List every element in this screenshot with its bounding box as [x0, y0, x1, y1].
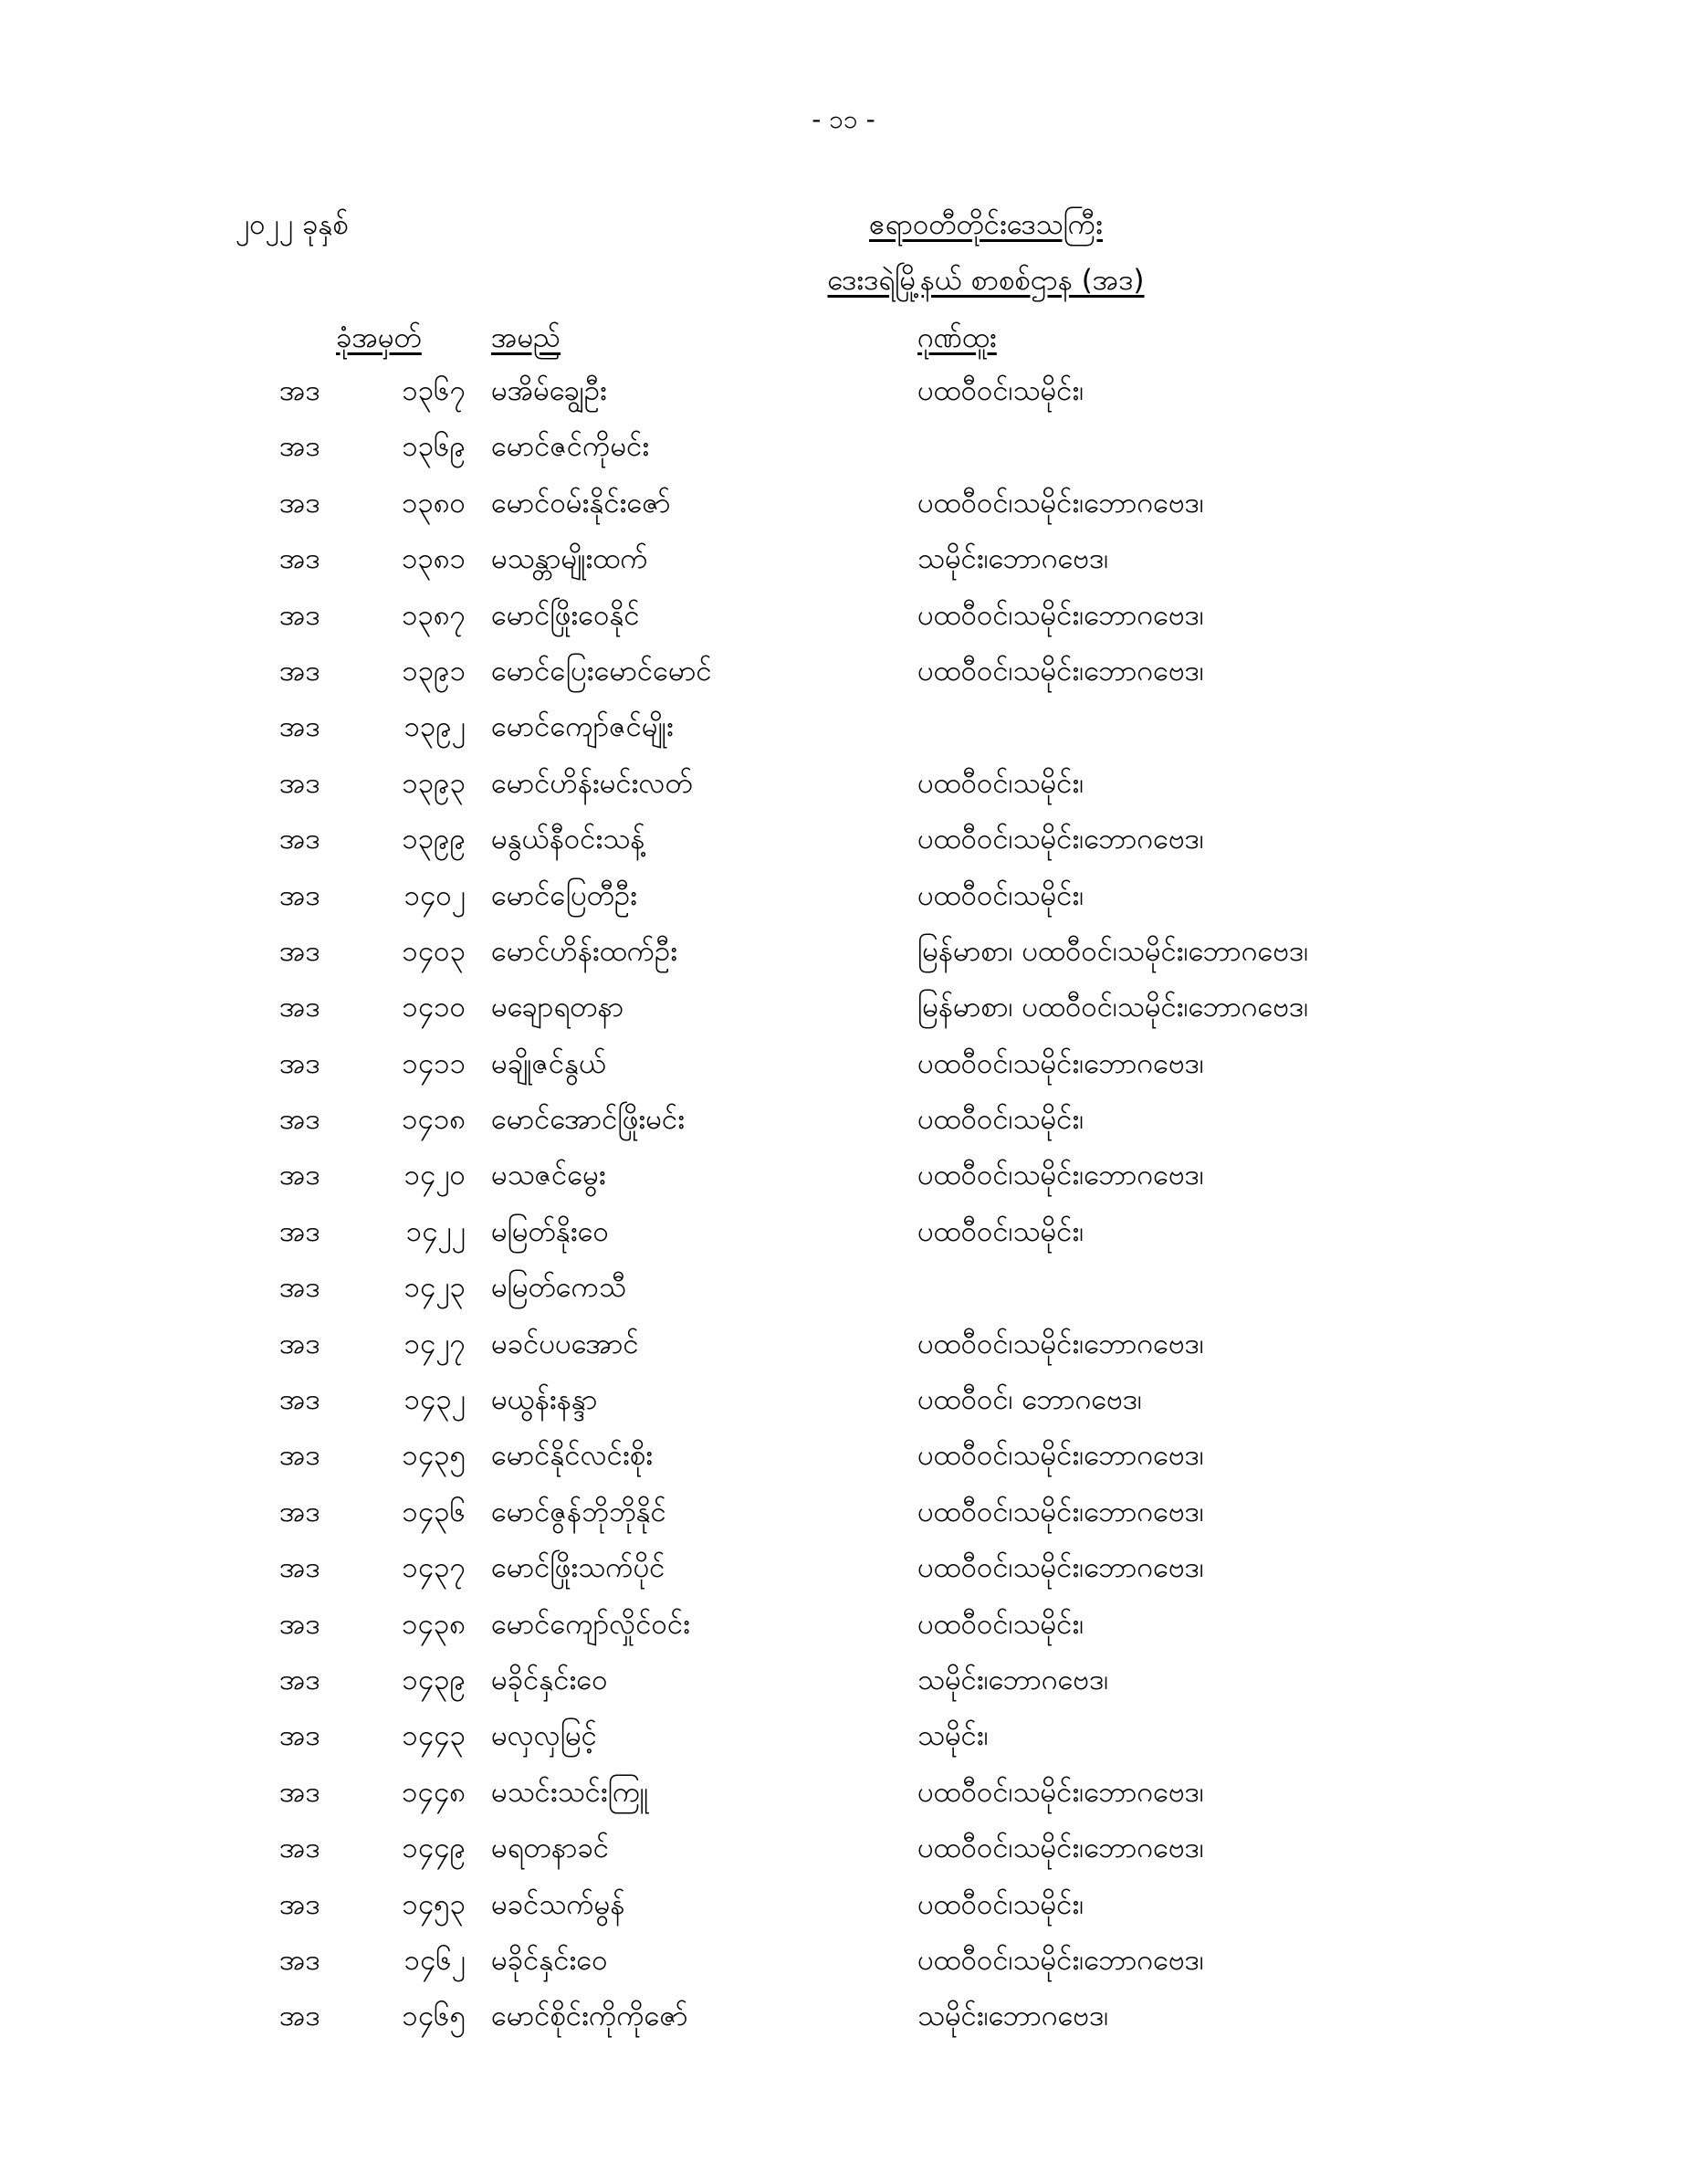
- center-code: အဒ: [279, 1943, 320, 1977]
- student-name: မနွယ်နီဝင်းသန့်: [491, 823, 645, 856]
- distinction-subjects: ပထဝီဝင်၊သမိုင်း၊: [917, 1607, 1084, 1641]
- center-code: အဒ: [279, 2000, 320, 2033]
- table-row: [0, 428, 1687, 484]
- distinction-subjects: ပထဝီဝင်၊သမိုင်း၊ဘောဂဗေဒ၊: [917, 1943, 1204, 1977]
- center-code: အဒ: [279, 766, 320, 800]
- table-row: [0, 1942, 1687, 1998]
- student-name: မခင်ပပအောင်: [491, 1327, 639, 1360]
- distinction-subjects: မြန်မာစာ၊ ပထဝီဝင်၊သမိုင်း၊ဘောဂဗေဒ၊: [917, 991, 1309, 1024]
- center-code: အဒ: [279, 1775, 320, 1809]
- center-code: အဒ: [279, 1551, 320, 1585]
- exam-center-title: ဒေးဒရဲမြို့နယ် စာစစ်ဌာန (အဒ): [827, 264, 1145, 297]
- student-name: မသန္တာမျိုးထက်: [491, 542, 648, 576]
- center-code: အဒ: [279, 1271, 320, 1305]
- distinction-subjects: သမိုင်း၊ဘောဂဗေဒ၊: [917, 1663, 1109, 1696]
- distinction-subjects: ပထဝီဝင်၊သမိုင်း၊ဘောဂဗေဒ၊: [917, 823, 1204, 856]
- roll-number: ၁၄၃၆: [402, 1495, 466, 1528]
- center-code: အဒ: [279, 1663, 320, 1696]
- roll-number: ၁၄၅၃: [402, 1887, 466, 1921]
- center-code: အဒ: [279, 991, 320, 1024]
- center-code: အဒ: [279, 542, 320, 576]
- table-row: [0, 1045, 1687, 1101]
- results-list: [0, 373, 1687, 2054]
- distinction-subjects: ပထဝီဝင်၊သမိုင်း၊: [917, 1887, 1084, 1921]
- distinction-subjects: သမိုင်း၊: [917, 1719, 989, 1753]
- roll-number: ၁၄၃၉: [402, 1663, 466, 1696]
- student-name: မောင်ဟိန်းမင်းလတ်: [491, 766, 693, 800]
- roll-number: ၁၄၃၇: [402, 1551, 466, 1585]
- center-code: အဒ: [279, 1832, 320, 1865]
- roll-number: ၁၃၈၁: [401, 542, 466, 576]
- student-name: မောင်ဇွန်ဘိုဘိုနိုင်: [491, 1495, 666, 1528]
- distinction-subjects: ပထဝီဝင်၊သမိုင်း၊ဘောဂဗေဒ၊: [917, 486, 1204, 520]
- distinction-subjects: ပထဝီဝင်၊သမိုင်း၊: [917, 1214, 1084, 1248]
- student-name: မောင်နိုင်လင်းစိုး: [491, 1439, 654, 1473]
- table-row: [0, 821, 1687, 877]
- distinction-subjects: သမိုင်း၊ဘောဂဗေဒ၊: [917, 2000, 1109, 2033]
- roll-number: ၁၃၉၂: [403, 710, 466, 744]
- student-name: မောင်ဟိန်းထက်ဦး: [491, 934, 678, 968]
- table-row: [0, 1437, 1687, 1493]
- student-name: မအိမ်ချွေဦး: [491, 374, 607, 407]
- student-name: မခိုင်နှင်းဝေ: [491, 1943, 608, 1977]
- table-row: [0, 709, 1687, 764]
- center-code: အဒ: [279, 1439, 320, 1473]
- roll-number: ၁၄၀၃: [402, 934, 466, 968]
- distinction-subjects: ပထဝီဝင်၊သမိုင်း၊ဘောဂဗေဒ၊: [917, 1775, 1204, 1809]
- center-code: အဒ: [279, 1607, 320, 1641]
- table-row: [0, 1101, 1687, 1157]
- center-code: အဒ: [279, 1214, 320, 1248]
- student-name: မောင်ပြေးမောင်မောင်: [491, 654, 712, 688]
- center-code: အဒ: [279, 934, 320, 968]
- distinction-subjects: ပထဝီဝင်၊သမိုင်း၊ဘောဂဗေဒ၊: [917, 1439, 1204, 1473]
- roll-number: ၁၃၆၉: [402, 430, 466, 464]
- distinction-subjects: ပထဝီဝင်၊သမိုင်း၊ဘောဂဗေဒ၊: [917, 1327, 1204, 1360]
- roll-number: ၁၄၃၈: [401, 1607, 466, 1641]
- distinction-subjects: မြန်မာစာ၊ ပထဝီဝင်၊သမိုင်း၊ဘောဂဗေဒ၊: [917, 934, 1309, 968]
- roll-number: ၁၄၂၇: [403, 1327, 466, 1360]
- student-name: မောင်အောင်ဖြိုးမင်း: [491, 1103, 686, 1137]
- exam-year: ၂၀၂၂ ခုနှစ်: [236, 208, 349, 241]
- center-code: အဒ: [279, 430, 320, 464]
- center-code: အဒ: [279, 374, 320, 407]
- distinction-subjects: ပထဝီဝင်၊သမိုင်း၊ဘောဂဗေဒ၊: [917, 1832, 1204, 1865]
- roll-number: ၁၄၆၂: [403, 1943, 466, 1977]
- distinction-subjects: ပထဝီဝင်၊သမိုင်း၊ဘောဂဗေဒ၊: [917, 1159, 1204, 1192]
- column-header-name: အမည်: [491, 321, 561, 354]
- table-row: [0, 1717, 1687, 1773]
- table-row: [0, 1326, 1687, 1381]
- distinction-subjects: ပထဝီဝင်၊သမိုင်း၊ဘောဂဗေဒ၊: [917, 1495, 1204, 1528]
- column-header-roll-number: ခုံအမှတ်: [336, 321, 422, 354]
- roll-number: ၁၄၆၅: [402, 2000, 466, 2033]
- student-name: မောင်ဝမ်းနိုင်းဇော်: [491, 486, 671, 520]
- distinction-subjects: ပထဝီဝင်၊သမိုင်း၊ဘောဂဗေဒ၊: [917, 654, 1204, 688]
- roll-number: ၁၄၁၈: [401, 1103, 466, 1137]
- center-code: အဒ: [279, 1159, 320, 1192]
- roll-number: ၁၄၄၃: [402, 1719, 466, 1753]
- table-row: [0, 373, 1687, 428]
- student-name: မောင်ဖြိုးဝေနိုင်: [491, 598, 640, 632]
- distinction-subjects: ပထဝီဝင်၊သမိုင်း၊: [917, 374, 1084, 407]
- roll-number: ၁၃၉၁: [402, 654, 466, 688]
- table-row: [0, 765, 1687, 821]
- table-row: [0, 877, 1687, 933]
- student-name: မောင်ဇင်ကိုမင်း: [491, 430, 650, 464]
- table-row: [0, 1381, 1687, 1437]
- roll-number: ၁၃၈၇: [401, 598, 466, 632]
- student-name: မခိုင်နှင်းဝေ: [491, 1663, 608, 1696]
- center-code: အဒ: [279, 1103, 320, 1137]
- table-row: [0, 1886, 1687, 1942]
- student-name: မသင်းသင်းကြူ: [491, 1775, 649, 1809]
- distinction-subjects: ပထဝီဝင်၊သမိုင်း၊ဘောဂဗေဒ၊: [917, 1551, 1204, 1585]
- roll-number: ၁၄၂၀: [403, 1159, 466, 1192]
- table-row: [0, 933, 1687, 989]
- center-code: အဒ: [279, 1495, 320, 1528]
- page-number: - ၁၁ -: [812, 104, 875, 134]
- center-code: အဒ: [279, 1327, 320, 1360]
- table-row: [0, 1269, 1687, 1325]
- distinction-subjects: ပထဝီဝင်၊သမိုင်း၊: [917, 878, 1084, 912]
- table-row: [0, 1213, 1687, 1269]
- student-name: မလှလှမြင့်: [491, 1719, 597, 1753]
- table-row: [0, 1662, 1687, 1717]
- roll-number: ၁၄၂၃: [403, 1271, 466, 1305]
- roll-number: ၁၄၄၉: [402, 1832, 466, 1865]
- table-row: [0, 1494, 1687, 1549]
- roll-number: ၁၄၃၅: [402, 1439, 466, 1473]
- table-row: [0, 1774, 1687, 1830]
- student-name: မသဇင်မွေး: [491, 1159, 606, 1192]
- center-code: အဒ: [279, 1046, 320, 1080]
- table-row: [0, 597, 1687, 653]
- student-name: မချိုဇင်နွယ်: [491, 1046, 607, 1080]
- student-name: မောင်ဖြိုးသက်ပိုင်: [491, 1551, 665, 1585]
- center-code: အဒ: [279, 654, 320, 688]
- table-row: [0, 1998, 1687, 2053]
- roll-number: ၁၄၃၂: [403, 1383, 466, 1417]
- student-name: မယွန်းနန္ဒာ: [491, 1383, 598, 1417]
- table-row: [0, 485, 1687, 541]
- center-code: အဒ: [279, 1719, 320, 1753]
- distinction-subjects: သမိုင်း၊ဘောဂဗေဒ၊: [917, 542, 1109, 576]
- roll-number: ၁၃၉၉: [402, 823, 466, 856]
- roll-number: ၁၄၁၁: [402, 1046, 466, 1080]
- roll-number: ၁၃၈၀: [401, 486, 466, 520]
- student-name: မမြတ်ကေသီ: [491, 1271, 626, 1305]
- student-name: မချောရတနာ: [491, 991, 624, 1024]
- roll-number: ၁၄၄၈: [401, 1775, 466, 1809]
- center-code: အဒ: [279, 878, 320, 912]
- roll-number: ၁၃၉၃: [402, 766, 466, 800]
- column-header-distinction: ဂုဏ်ထူး: [917, 321, 997, 354]
- table-row: [0, 1606, 1687, 1662]
- center-code: အဒ: [279, 710, 320, 744]
- distinction-subjects: ပထဝီဝင်၊သမိုင်း၊ဘောဂဗေဒ၊: [917, 598, 1204, 632]
- distinction-subjects: ပထဝီဝင်၊သမိုင်း၊: [917, 766, 1084, 800]
- center-code: အဒ: [279, 1887, 320, 1921]
- table-row: [0, 1549, 1687, 1605]
- student-name: မမြတ်နိုးဝေ: [491, 1214, 609, 1248]
- table-row: [0, 653, 1687, 709]
- distinction-subjects: ပထဝီဝင်၊သမိုင်း၊ဘောဂဗေဒ၊: [917, 1046, 1204, 1080]
- table-row: [0, 1157, 1687, 1213]
- center-code: အဒ: [279, 486, 320, 520]
- distinction-subjects: ပထဝီဝင်၊သမိုင်း၊: [917, 1103, 1084, 1137]
- table-row: [0, 989, 1687, 1045]
- roll-number: ၁၃၆၇: [402, 374, 466, 407]
- student-name: မရတနာခင်: [491, 1832, 610, 1865]
- student-name: မခင်သက်မွန်: [491, 1887, 625, 1921]
- table-row: [0, 1830, 1687, 1885]
- table-row: [0, 541, 1687, 596]
- center-code: အဒ: [279, 1383, 320, 1417]
- student-name: မောင်ကျော်လှိုင်ဝင်း: [491, 1607, 691, 1641]
- student-name: မောင်ပြေတီဦး: [491, 878, 638, 912]
- student-name: မောင်စိုင်းကိုကိုဇော်: [491, 2000, 688, 2033]
- center-code: အဒ: [279, 823, 320, 856]
- center-code: အဒ: [279, 598, 320, 632]
- student-name: မောင်ကျော်ဇင်မျိုး: [491, 710, 674, 744]
- roll-number: ၁၄၀၂: [403, 878, 466, 912]
- region-title: ဧရာဝတီတိုင်းဒေသကြီး: [869, 208, 1103, 241]
- roll-number: ၁၄၁၀: [402, 991, 466, 1024]
- roll-number: ၁၄၂၂: [405, 1214, 466, 1248]
- distinction-subjects: ပထဝီဝင်၊ ဘောဂဗေဒ၊: [917, 1383, 1142, 1417]
